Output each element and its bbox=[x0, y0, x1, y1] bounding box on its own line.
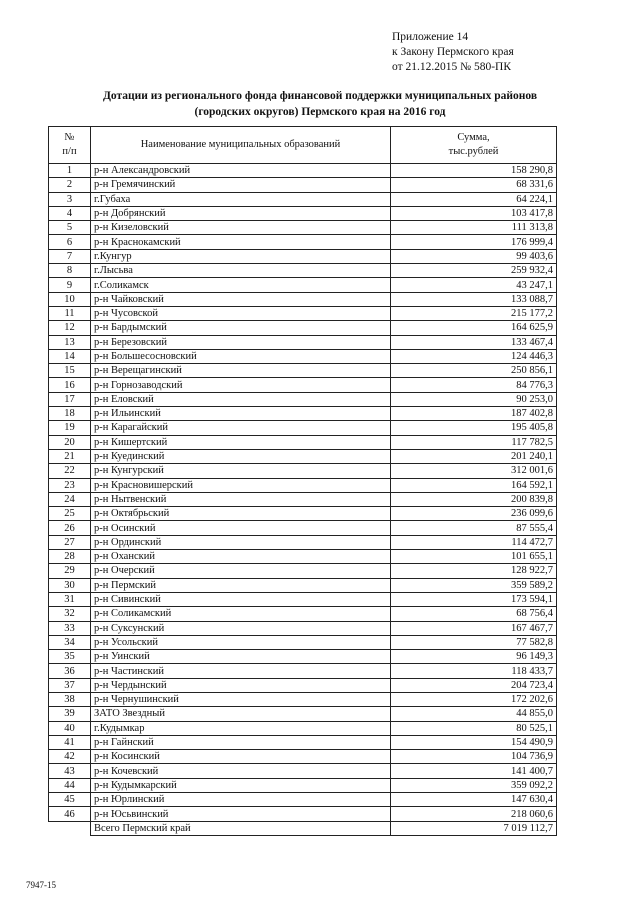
row-number: 10 bbox=[49, 292, 91, 306]
row-name: р-н Большесосновский bbox=[91, 349, 391, 363]
table-row bbox=[49, 378, 557, 392]
row-number: 34 bbox=[49, 635, 91, 649]
table-row bbox=[49, 764, 557, 778]
table-row bbox=[49, 235, 557, 249]
row-sum: 133 088,7 bbox=[391, 292, 557, 306]
row-number: 22 bbox=[49, 464, 91, 478]
row-name: р-н Чусовской bbox=[91, 306, 391, 320]
row-sum: 164 625,9 bbox=[391, 321, 557, 335]
row-name: г.Лысьва bbox=[91, 264, 391, 278]
row-sum: 215 177,2 bbox=[391, 306, 557, 320]
row-number: 13 bbox=[49, 335, 91, 349]
row-name: р-н Чернушинский bbox=[91, 692, 391, 706]
table-row bbox=[49, 364, 557, 378]
table-row bbox=[49, 778, 557, 792]
row-number: 17 bbox=[49, 392, 91, 406]
row-number: 29 bbox=[49, 564, 91, 578]
row-name: г.Кудымкар bbox=[91, 721, 391, 735]
table-row bbox=[49, 449, 557, 463]
row-number: 43 bbox=[49, 764, 91, 778]
row-name: р-н Горнозаводский bbox=[91, 378, 391, 392]
row-sum: 201 240,1 bbox=[391, 449, 557, 463]
table-row bbox=[49, 692, 557, 706]
table-row bbox=[49, 807, 557, 821]
row-sum: 77 582,8 bbox=[391, 635, 557, 649]
row-number: 30 bbox=[49, 578, 91, 592]
header-number-line-1: № bbox=[64, 132, 75, 143]
table-row bbox=[49, 264, 557, 278]
row-name: р-н Кудымкарский bbox=[91, 778, 391, 792]
row-sum: 68 331,6 bbox=[391, 178, 557, 192]
row-name: р-н Кочевский bbox=[91, 764, 391, 778]
row-name: р-н Добрянский bbox=[91, 206, 391, 220]
row-sum: 259 932,4 bbox=[391, 264, 557, 278]
row-name: р-н Октябрьский bbox=[91, 507, 391, 521]
subsidy-table bbox=[48, 126, 557, 836]
table-row bbox=[49, 664, 557, 678]
row-sum: 200 839,8 bbox=[391, 492, 557, 506]
row-number: 32 bbox=[49, 607, 91, 621]
row-number: 19 bbox=[49, 421, 91, 435]
row-sum: 359 589,2 bbox=[391, 578, 557, 592]
row-name: ЗАТО Звездный bbox=[91, 707, 391, 721]
row-name: р-н Александровский bbox=[91, 164, 391, 178]
row-number: 46 bbox=[49, 807, 91, 821]
row-name: р-н Суксунский bbox=[91, 621, 391, 635]
table-row bbox=[49, 793, 557, 807]
title-line-1: Дотации из регионального фонда финансовой поддержки муниципальных районов bbox=[102, 90, 538, 102]
row-sum: 164 592,1 bbox=[391, 478, 557, 492]
total-row bbox=[49, 821, 557, 835]
row-name: р-н Оханский bbox=[91, 550, 391, 564]
row-number: 26 bbox=[49, 521, 91, 535]
row-sum: 195 405,8 bbox=[391, 421, 557, 435]
row-name: р-н Косинский bbox=[91, 750, 391, 764]
row-number: 16 bbox=[49, 378, 91, 392]
table-row bbox=[49, 478, 557, 492]
row-sum: 147 630,4 bbox=[391, 793, 557, 807]
row-name: р-н Нытвенский bbox=[91, 492, 391, 506]
row-sum: 111 313,8 bbox=[391, 221, 557, 235]
row-sum: 68 756,4 bbox=[391, 607, 557, 621]
total-number-cell bbox=[49, 821, 91, 835]
row-number: 12 bbox=[49, 321, 91, 335]
row-number: 36 bbox=[49, 664, 91, 678]
row-number: 33 bbox=[49, 621, 91, 635]
row-sum: 96 149,3 bbox=[391, 650, 557, 664]
row-number: 23 bbox=[49, 478, 91, 492]
row-number: 4 bbox=[49, 206, 91, 220]
row-name: р-н Частинский bbox=[91, 664, 391, 678]
row-sum: 250 856,1 bbox=[391, 364, 557, 378]
table-row bbox=[49, 206, 557, 220]
table-row bbox=[49, 292, 557, 306]
table-row bbox=[49, 178, 557, 192]
row-number: 27 bbox=[49, 535, 91, 549]
row-number: 5 bbox=[49, 221, 91, 235]
row-name: р-н Чердынский bbox=[91, 678, 391, 692]
table-row bbox=[49, 192, 557, 206]
row-sum: 103 417,8 bbox=[391, 206, 557, 220]
row-number: 40 bbox=[49, 721, 91, 735]
row-sum: 187 402,8 bbox=[391, 407, 557, 421]
table-row bbox=[49, 421, 557, 435]
row-number: 42 bbox=[49, 750, 91, 764]
table-row bbox=[49, 535, 557, 549]
table-row bbox=[49, 578, 557, 592]
row-sum: 141 400,7 bbox=[391, 764, 557, 778]
row-name: р-н Краснокамский bbox=[91, 235, 391, 249]
row-sum: 154 490,9 bbox=[391, 735, 557, 749]
row-number: 2 bbox=[49, 178, 91, 192]
document-title bbox=[60, 88, 580, 120]
row-sum: 117 782,5 bbox=[391, 435, 557, 449]
row-name: р-н Ильинский bbox=[91, 407, 391, 421]
row-name: р-н Сивинский bbox=[91, 592, 391, 606]
appendix-line-2: к Закону Пермского края bbox=[392, 46, 514, 58]
row-name: р-н Бардымский bbox=[91, 321, 391, 335]
row-name: р-н Очерский bbox=[91, 564, 391, 578]
row-number: 37 bbox=[49, 678, 91, 692]
row-name: г.Кунгур bbox=[91, 249, 391, 263]
row-name: р-н Березовский bbox=[91, 335, 391, 349]
table-body bbox=[49, 164, 557, 822]
table-row bbox=[49, 721, 557, 735]
table-row bbox=[49, 221, 557, 235]
total-sum: 7 019 112,7 bbox=[391, 821, 557, 835]
row-name: р-н Осинский bbox=[91, 521, 391, 535]
row-number: 21 bbox=[49, 449, 91, 463]
row-name: р-н Уинский bbox=[91, 650, 391, 664]
row-sum: 64 224,1 bbox=[391, 192, 557, 206]
row-number: 24 bbox=[49, 492, 91, 506]
table-row bbox=[49, 306, 557, 320]
header-number-line-2: п/п bbox=[62, 146, 77, 157]
table-row bbox=[49, 521, 557, 535]
row-sum: 99 403,6 bbox=[391, 249, 557, 263]
appendix-line-1: Приложение 14 bbox=[392, 31, 469, 43]
table-row bbox=[49, 492, 557, 506]
row-sum: 167 467,7 bbox=[391, 621, 557, 635]
header-name: Наименование муниципальных образований bbox=[91, 127, 391, 164]
row-name: р-н Юсьвинский bbox=[91, 807, 391, 821]
table-row bbox=[49, 407, 557, 421]
table-row bbox=[49, 621, 557, 635]
header-sum bbox=[391, 127, 557, 164]
table-row bbox=[49, 335, 557, 349]
row-sum: 312 001,6 bbox=[391, 464, 557, 478]
table-header-row bbox=[49, 127, 557, 164]
row-name: р-н Кишертский bbox=[91, 435, 391, 449]
table-row bbox=[49, 507, 557, 521]
table-row bbox=[49, 607, 557, 621]
row-name: р-н Гремячинский bbox=[91, 178, 391, 192]
row-sum: 204 723,4 bbox=[391, 678, 557, 692]
row-sum: 128 922,7 bbox=[391, 564, 557, 578]
table-row bbox=[49, 464, 557, 478]
row-sum: 118 433,7 bbox=[391, 664, 557, 678]
row-sum: 124 446,3 bbox=[391, 349, 557, 363]
table-row bbox=[49, 164, 557, 178]
row-number: 3 bbox=[49, 192, 91, 206]
row-number: 7 bbox=[49, 249, 91, 263]
row-sum: 172 202,6 bbox=[391, 692, 557, 706]
row-sum: 43 247,1 bbox=[391, 278, 557, 292]
row-sum: 173 594,1 bbox=[391, 592, 557, 606]
appendix-line-3: от 21.12.2015 № 580-ПК bbox=[392, 61, 512, 73]
table-row bbox=[49, 735, 557, 749]
row-sum: 101 655,1 bbox=[391, 550, 557, 564]
row-name: р-н Чайковский bbox=[91, 292, 391, 306]
table-row bbox=[49, 564, 557, 578]
table-row bbox=[49, 592, 557, 606]
appendix-header bbox=[392, 30, 514, 75]
table-row bbox=[49, 635, 557, 649]
row-number: 9 bbox=[49, 278, 91, 292]
table-row bbox=[49, 550, 557, 564]
header-number bbox=[49, 127, 91, 164]
row-number: 38 bbox=[49, 692, 91, 706]
table-row bbox=[49, 435, 557, 449]
table-row bbox=[49, 707, 557, 721]
row-name: р-н Карагайский bbox=[91, 421, 391, 435]
row-number: 39 bbox=[49, 707, 91, 721]
row-name: р-н Пермский bbox=[91, 578, 391, 592]
row-number: 18 bbox=[49, 407, 91, 421]
row-name: г.Соликамск bbox=[91, 278, 391, 292]
row-sum: 44 855,0 bbox=[391, 707, 557, 721]
row-number: 1 bbox=[49, 164, 91, 178]
row-sum: 359 092,2 bbox=[391, 778, 557, 792]
row-number: 20 bbox=[49, 435, 91, 449]
row-sum: 104 736,9 bbox=[391, 750, 557, 764]
row-name: р-н Кизеловский bbox=[91, 221, 391, 235]
row-number: 45 bbox=[49, 793, 91, 807]
row-name: р-н Соликамский bbox=[91, 607, 391, 621]
row-name: р-н Юрлинский bbox=[91, 793, 391, 807]
row-name: р-н Куединский bbox=[91, 449, 391, 463]
footer-code: 7947-15 bbox=[26, 880, 56, 890]
row-name: р-н Верещагинский bbox=[91, 364, 391, 378]
row-sum: 133 467,4 bbox=[391, 335, 557, 349]
table-row bbox=[49, 678, 557, 692]
row-sum: 84 776,3 bbox=[391, 378, 557, 392]
table-row bbox=[49, 349, 557, 363]
table-row bbox=[49, 278, 557, 292]
table-row bbox=[49, 750, 557, 764]
row-sum: 158 290,8 bbox=[391, 164, 557, 178]
row-number: 35 bbox=[49, 650, 91, 664]
row-number: 41 bbox=[49, 735, 91, 749]
row-sum: 218 060,6 bbox=[391, 807, 557, 821]
row-sum: 236 099,6 bbox=[391, 507, 557, 521]
row-name: р-н Гайнский bbox=[91, 735, 391, 749]
table-row bbox=[49, 249, 557, 263]
row-sum: 87 555,4 bbox=[391, 521, 557, 535]
row-name: р-н Красновишерский bbox=[91, 478, 391, 492]
header-sum-line-2: тыс.рублей bbox=[448, 146, 499, 157]
row-number: 11 bbox=[49, 306, 91, 320]
table-row bbox=[49, 321, 557, 335]
table-row bbox=[49, 650, 557, 664]
row-number: 14 bbox=[49, 349, 91, 363]
row-name: р-н Ординский bbox=[91, 535, 391, 549]
row-sum: 90 253,0 bbox=[391, 392, 557, 406]
title-line-2: (городских округов) Пермского края на 2016 год bbox=[194, 106, 446, 118]
row-sum: 80 525,1 bbox=[391, 721, 557, 735]
row-number: 28 bbox=[49, 550, 91, 564]
row-number: 6 bbox=[49, 235, 91, 249]
row-sum: 114 472,7 bbox=[391, 535, 557, 549]
row-number: 44 bbox=[49, 778, 91, 792]
row-name: р-н Еловский bbox=[91, 392, 391, 406]
row-number: 31 bbox=[49, 592, 91, 606]
row-name: р-н Усольский bbox=[91, 635, 391, 649]
row-name: р-н Кунгурский bbox=[91, 464, 391, 478]
row-number: 15 bbox=[49, 364, 91, 378]
table-row bbox=[49, 392, 557, 406]
row-number: 8 bbox=[49, 264, 91, 278]
total-label: Всего Пермский край bbox=[91, 821, 391, 835]
header-sum-line-1: Сумма, bbox=[457, 132, 490, 143]
row-number: 25 bbox=[49, 507, 91, 521]
row-sum: 176 999,4 bbox=[391, 235, 557, 249]
row-name: г.Губаха bbox=[91, 192, 391, 206]
